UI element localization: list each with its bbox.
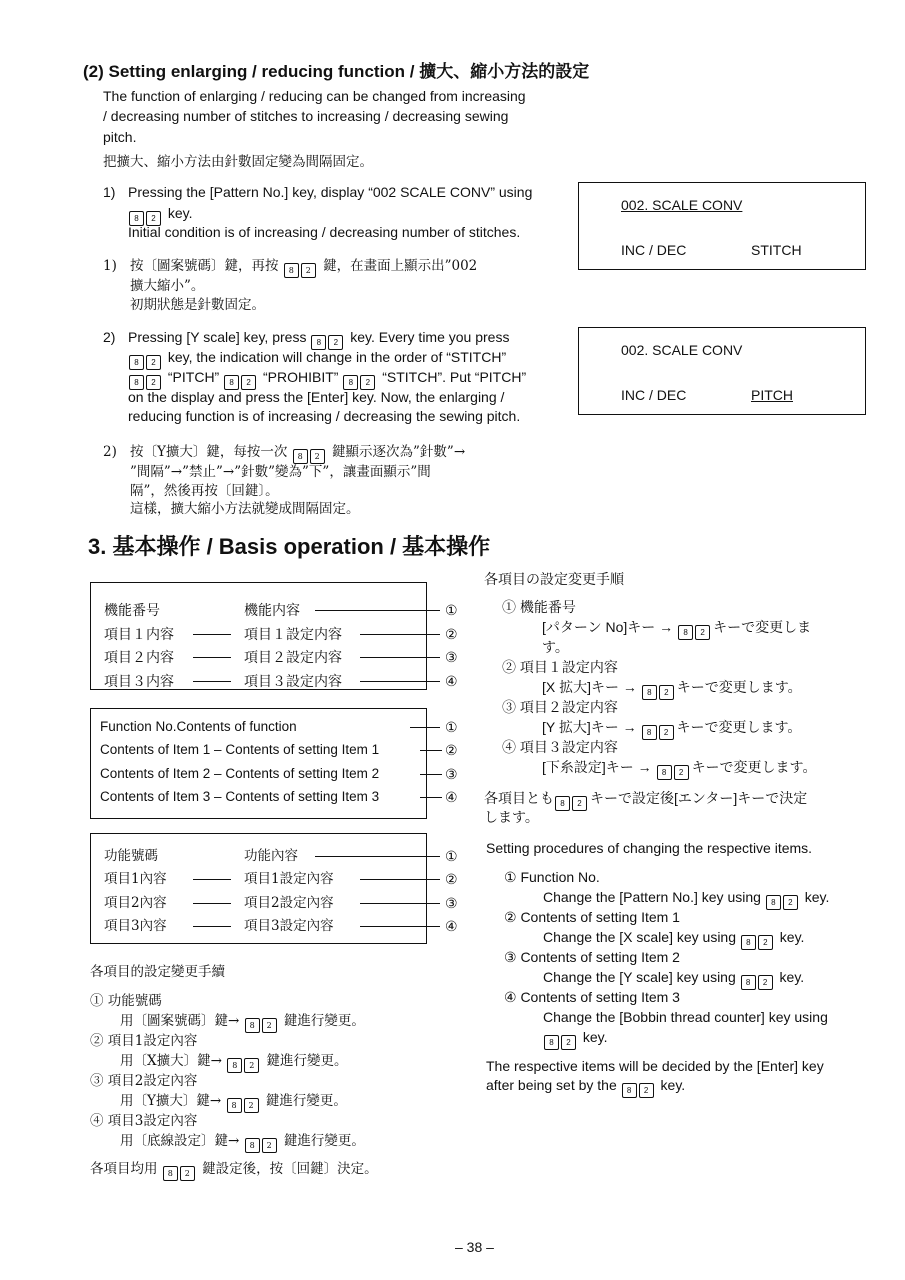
circled-number: ② [445, 625, 458, 642]
list-footer: The respective items will be decided by the [Enter] key [486, 1058, 824, 1074]
list-item-heading: ① 機能番号 [502, 599, 576, 615]
list-item-heading: ④ 項目３設定内容 [502, 739, 618, 755]
step-number: 2) [103, 329, 116, 345]
up-down-key-icon: 8 2 [544, 1031, 578, 1050]
box-row-value: 項目１設定内容 [244, 625, 342, 642]
list-item-text: す。 [542, 639, 569, 655]
list-item-heading: ② 項目1設定內容 [90, 1033, 198, 1049]
circled-number: ④ [445, 672, 458, 689]
up-down-key-icon: 8 2 [245, 1015, 279, 1033]
step-text: 隔”，然後再按〔回鍵〕。 [130, 483, 279, 499]
box-row-label: 功能號碼 [104, 848, 158, 864]
display-value: STITCH [751, 242, 802, 258]
box-row-value: 項目3設定內容 [244, 917, 334, 934]
connector-line [410, 727, 440, 728]
list-footer: after being set by the 8 2 key. [486, 1076, 685, 1098]
step-text: reducing function is of increasing / decreasing the sewing pitch. [128, 408, 521, 424]
box-row-value: 項目1設定內容 [244, 871, 334, 888]
list-item-text: 8 2 key. [543, 1028, 608, 1050]
box-row-label: 項目３内容 [104, 672, 174, 689]
up-down-key-icon: 8 2 [227, 1095, 261, 1113]
step-number: 1) [103, 184, 116, 200]
up-down-key-icon: 8 2 [741, 931, 775, 950]
box-row-value: 功能內容 [244, 848, 298, 864]
connector-line [315, 610, 440, 611]
step-text: 8 2 “PITCH” 8 2 “PROHIBIT” 8 2 “STITCH”. Put “PITCH” [128, 368, 526, 390]
connector-line [360, 634, 440, 635]
step-number: 1) [103, 258, 117, 274]
step-text: 8 2 key, the indication will change in the order of “STITCH” [128, 348, 506, 370]
list-item-heading: ① Function No. [504, 869, 600, 885]
connector-line [360, 879, 440, 880]
display-value: PITCH [751, 387, 793, 403]
box-row-text: Contents of Item 1 – Contents of setting Item 1 [100, 742, 380, 758]
list-item-text: [X 拡大]キー → 8 2 キーで変更します。 [542, 678, 802, 700]
list-item-text: [下糸設定]キー → 8 2 キーで変更します。 [542, 758, 816, 780]
list-item-heading: ③ 項目２設定内容 [502, 699, 618, 715]
circled-number: ① [445, 848, 458, 864]
list-item-heading: ① 功能號碼 [90, 993, 162, 1009]
display-title: 002. SCALE CONV [621, 342, 743, 358]
box-row-value: 項目３設定内容 [244, 672, 342, 689]
box-row-text: Contents of Item 2 – Contents of setting Item 2 [100, 765, 380, 781]
step-text: 這樣，擴大縮小方法就變成間隔固定。 [130, 501, 360, 517]
connector-line [193, 681, 231, 682]
circled-number: ④ [445, 788, 458, 805]
section-title: (2) Setting enlarging / reducing function / 擴大、縮小方法的設定 [83, 62, 590, 81]
box-row-label: 機能番号 [104, 602, 160, 618]
list-item-text: Change the [Y scale] key using 8 2 key. [543, 968, 804, 990]
connector-line [420, 774, 442, 775]
box-row-text: Function No.Contents of function [100, 719, 297, 734]
connector-line [360, 926, 440, 927]
list-item-text: 用〔Y擴大〕鍵→ 8 2 鍵進行變更。 [120, 1092, 347, 1113]
up-down-key-icon: 8 2 [642, 681, 676, 700]
intro-line: The function of enlarging / reducing can be changed from increasing [103, 88, 526, 104]
circled-number: ① [445, 719, 458, 735]
up-down-key-icon: 8 2 [224, 371, 258, 390]
display-label: INC / DEC [621, 387, 687, 403]
connector-line [193, 926, 231, 927]
box-row-label: 項目１内容 [104, 625, 174, 642]
box-row-value: 項目2設定內容 [244, 894, 334, 911]
up-down-key-icon: 8 2 [293, 446, 327, 464]
box-row-label: 項目1內容 [104, 871, 167, 888]
list-item-text: Change the [Bobbin thread counter] key using [543, 1009, 828, 1025]
list-item-text: [Y 拡大]キー → 8 2 キーで変更します。 [542, 718, 801, 740]
connector-line [360, 903, 440, 904]
circled-number: ③ [445, 649, 458, 665]
list-item-text: Change the [Pattern No.] key using 8 2 key. [543, 888, 829, 910]
up-down-key-icon: 8 2 [741, 971, 775, 990]
up-down-key-icon: 8 2 [555, 792, 589, 811]
list-item-heading: ④ Contents of setting Item 3 [504, 989, 680, 1005]
lcd-display-pitch [578, 327, 866, 415]
list-item-text: 用〔底線設定〕鍵→ 8 2 鍵進行變更。 [120, 1132, 365, 1153]
list-item-heading: ③ 項目2設定內容 [90, 1073, 198, 1089]
connector-line [360, 681, 440, 682]
up-down-key-icon: 8 2 [129, 351, 163, 370]
list-item-heading: ④ 項目3設定內容 [90, 1113, 198, 1129]
display-label: INC / DEC [621, 242, 687, 258]
connector-line [420, 797, 442, 798]
connector-line [193, 903, 231, 904]
step-text: Pressing the [Pattern No.] key, display “002 SCALE CONV” using [128, 184, 533, 200]
section-heading: 3. 基本操作 / Basis operation / 基本操作 [88, 534, 491, 559]
page-number: – 38 – [455, 1239, 494, 1255]
connector-line [193, 879, 231, 880]
up-down-key-icon: 8 2 [129, 371, 163, 390]
connector-line [315, 856, 440, 857]
circled-number: ③ [445, 765, 458, 782]
list-item-heading: ③ Contents of setting Item 2 [504, 949, 680, 965]
list-item-heading: ② Contents of setting Item 1 [504, 909, 680, 925]
connector-line [420, 750, 442, 751]
step-text: Initial condition is of increasing / decreasing number of stitches. [128, 224, 521, 240]
list-item-heading: ② 項目１設定内容 [502, 659, 618, 675]
step-text: Pressing [Y scale] key, press 8 2 key. Every time you press [128, 328, 509, 350]
connector-line [193, 657, 231, 658]
display-title: 002. SCALE CONV [621, 197, 743, 213]
up-down-key-icon: 8 2 [343, 371, 377, 390]
step-text: 初期狀態是針數固定。 [130, 297, 265, 313]
box-row-label: 項目3內容 [104, 917, 167, 934]
box-row-label: 項目2內容 [104, 894, 167, 911]
circled-number: ② [445, 742, 458, 759]
lcd-display-stitch [578, 182, 866, 270]
list-item-text: 用〔X擴大〕鍵→ 8 2 鍵進行變更。 [120, 1052, 348, 1073]
list-footer: 各項目均用 8 2 鍵設定後，按〔回鍵〕決定。 [90, 1160, 378, 1181]
up-down-key-icon: 8 2 [657, 761, 691, 780]
intro-line: pitch. [103, 129, 137, 145]
list-title: 各項目的設定變更手續 [90, 964, 225, 980]
intro-cn: 把擴大、縮小方法由針數固定變為間隔固定。 [103, 154, 373, 170]
circled-number: ② [445, 871, 458, 888]
list-item-text: Change the [X scale] key using 8 2 key. [543, 928, 804, 950]
up-down-key-icon: 8 2 [311, 331, 345, 350]
intro-line: / decreasing number of stitches to increasing / decreasing sewing [103, 108, 509, 124]
connector-line [360, 657, 440, 658]
list-footer: 各項目とも 8 2 キーで設定後[エンター]キーで決定 [484, 789, 807, 811]
list-item-text: [パターン No]キー → 8 2 キーで変更しま [542, 618, 811, 640]
list-footer: します。 [484, 809, 539, 825]
step-text: on the display and press the [Enter] key. Now, the enlarging / [128, 389, 505, 405]
step-text: 8 2 key. [128, 204, 193, 226]
circled-number: ④ [445, 917, 458, 934]
up-down-key-icon: 8 2 [245, 1135, 279, 1153]
step-text: 按〔Y擴大〕鍵，每按一次 8 2 鍵顯示逐次為”針數”→ [130, 443, 465, 464]
up-down-key-icon: 8 2 [642, 721, 676, 740]
step-text: 擴大縮小”。 [130, 278, 205, 294]
up-down-key-icon: 8 2 [163, 1163, 197, 1181]
step-text: 按〔圖案號碼〕鍵，再按 8 2 鍵，在畫面上顯示出”002 [130, 257, 477, 278]
circled-number: ③ [445, 894, 458, 911]
list-item-text: 用〔圖案號碼〕鍵→ 8 2 鍵進行變更。 [120, 1012, 365, 1033]
up-down-key-icon: 8 2 [622, 1079, 656, 1098]
up-down-key-icon: 8 2 [766, 891, 800, 910]
up-down-key-icon: 8 2 [129, 207, 163, 226]
step-text: ”間隔”→”禁止”→”針數”變為”下”，讓畫面顯示”間 [130, 464, 431, 480]
up-down-key-icon: 8 2 [678, 621, 712, 640]
list-title: Setting procedures of changing the respective items. [486, 840, 813, 856]
up-down-key-icon: 8 2 [227, 1055, 261, 1073]
step-number: 2) [103, 444, 117, 460]
circled-number: ① [445, 602, 458, 618]
list-title: 各項目の設定変更手順 [484, 571, 624, 587]
box-row-value: 項目２設定内容 [244, 649, 342, 665]
connector-line [193, 634, 231, 635]
box-row-text: Contents of Item 3 – Contents of setting Item 3 [100, 788, 380, 804]
box-row-value: 機能内容 [244, 602, 300, 618]
up-down-key-icon: 8 2 [284, 260, 318, 278]
box-row-label: 項目２内容 [104, 649, 174, 665]
